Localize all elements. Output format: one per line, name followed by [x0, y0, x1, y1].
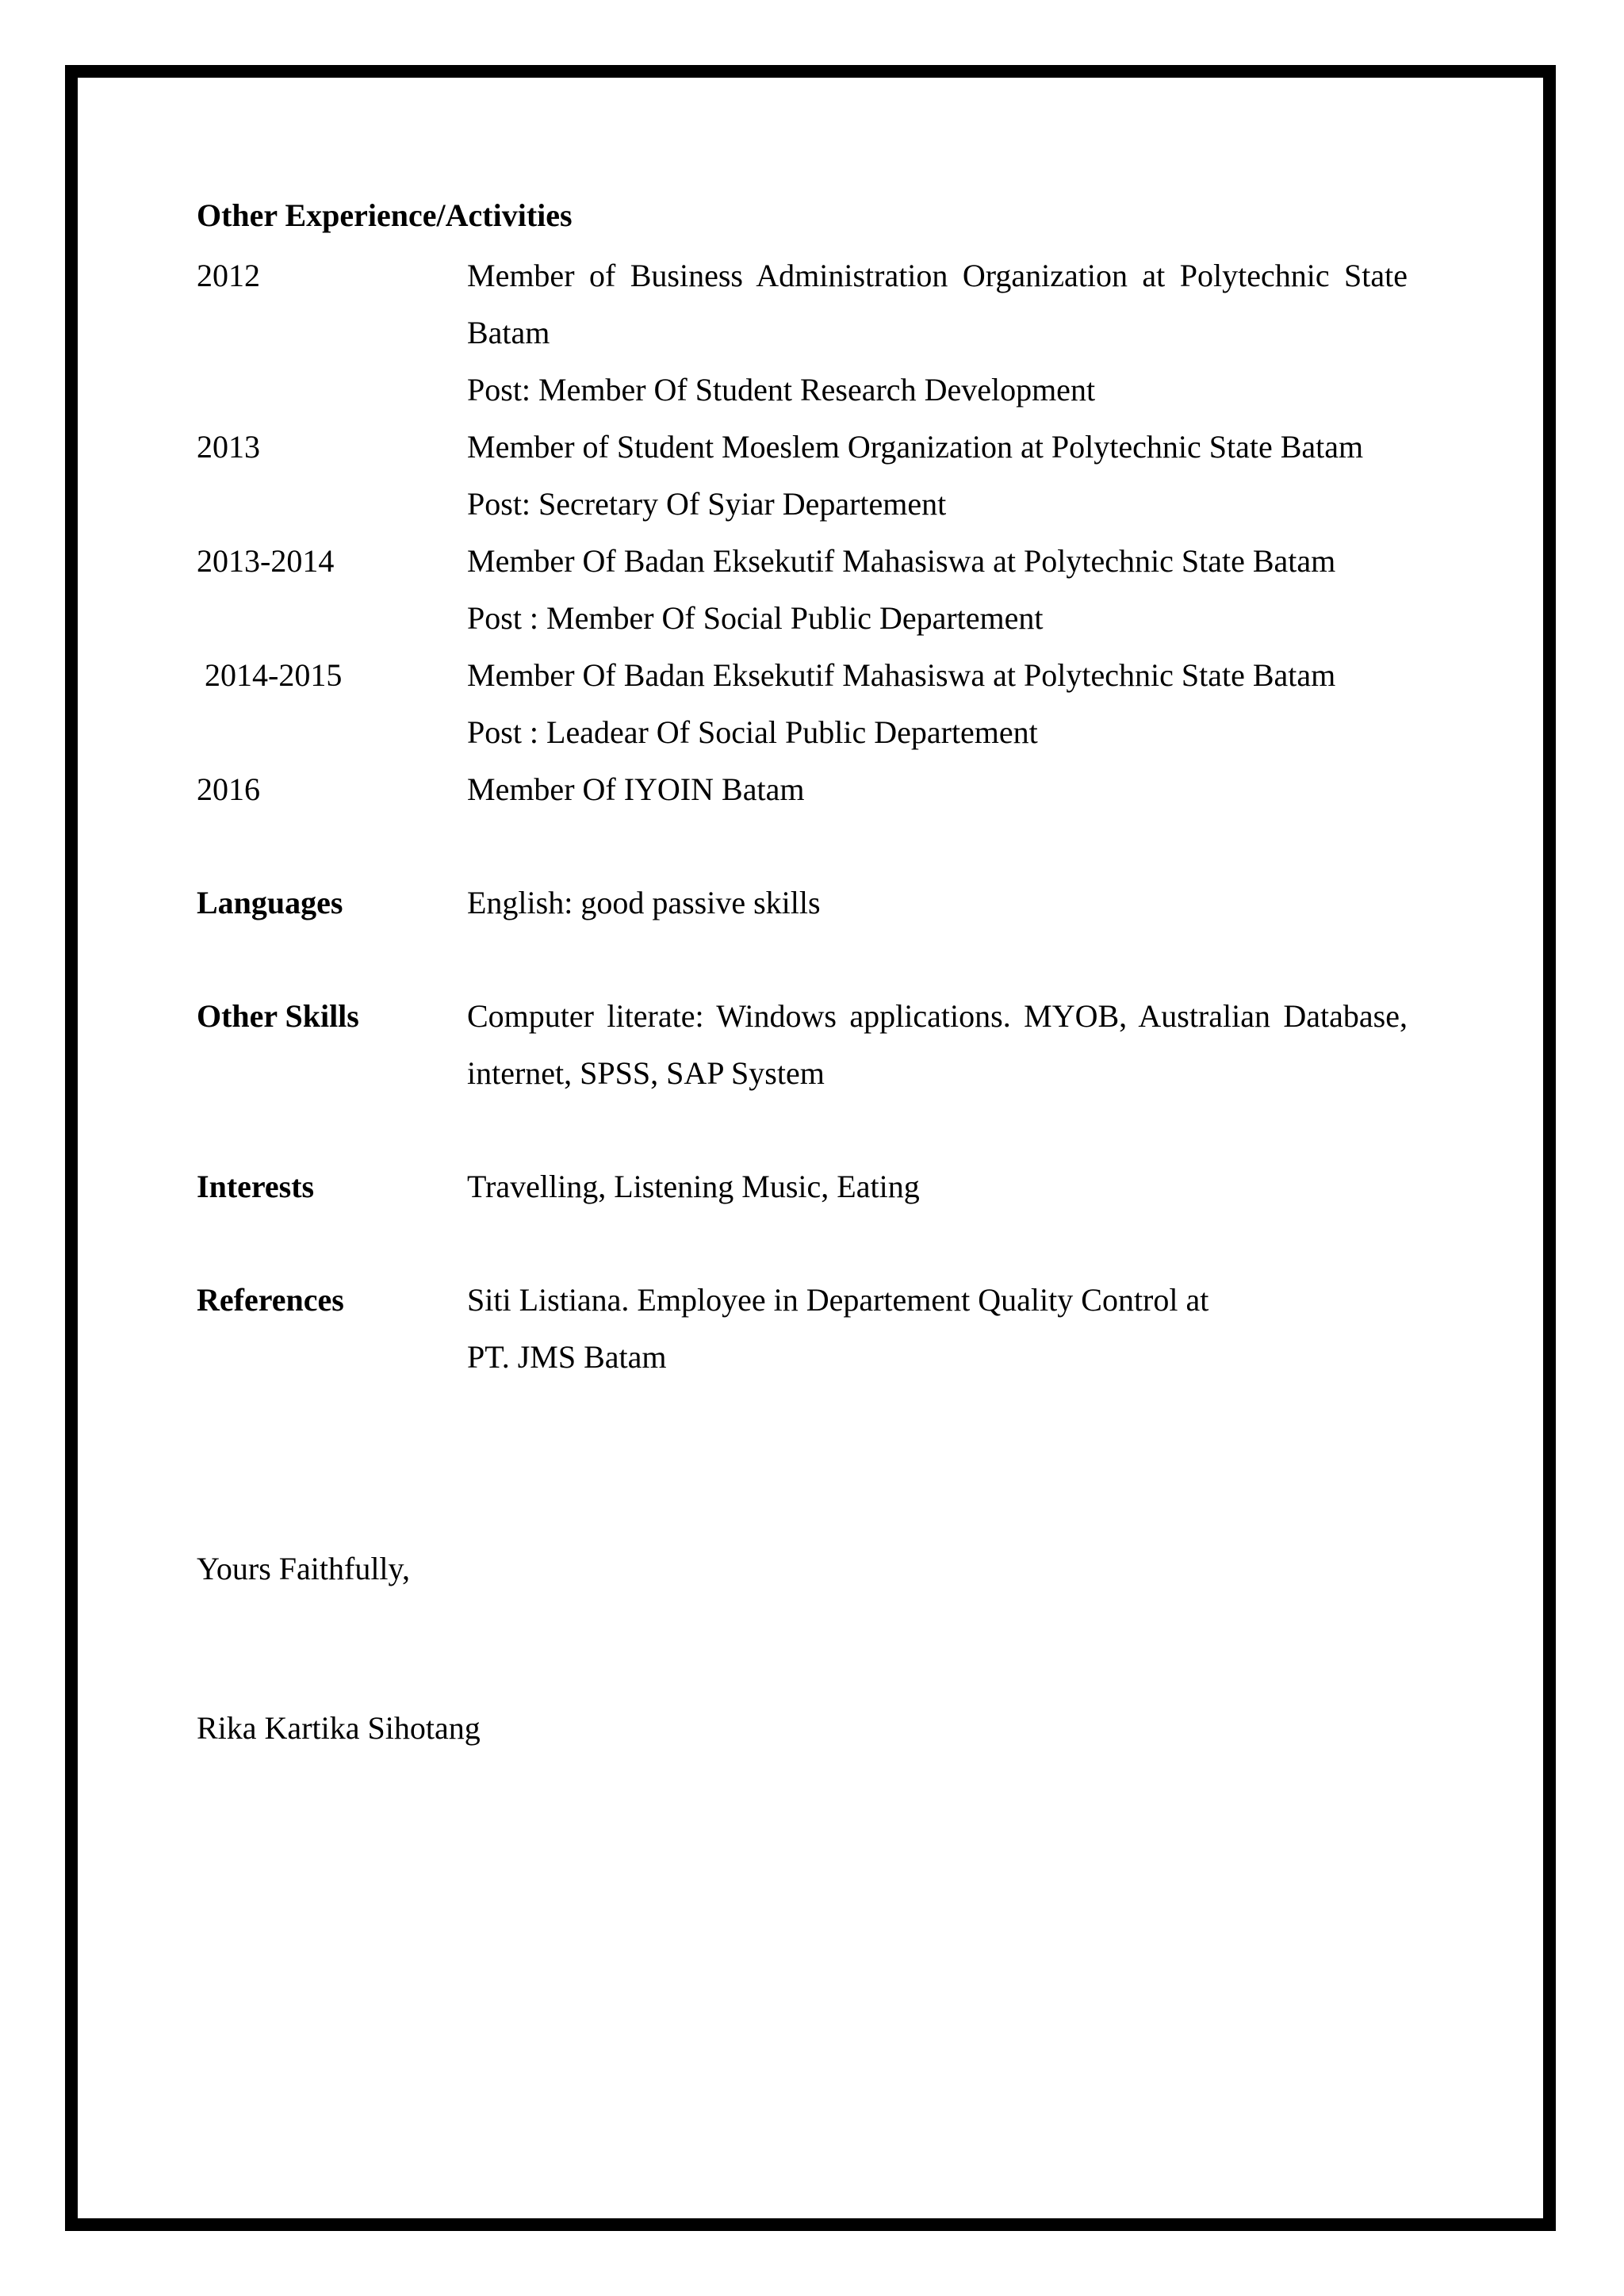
references-label: References	[197, 1282, 344, 1318]
experience-entry	[197, 419, 1434, 533]
experience-entry	[197, 533, 1434, 647]
experience-description	[467, 247, 1408, 419]
other-skills-value	[467, 988, 1408, 1102]
experience-year: 2012	[197, 258, 260, 293]
experience-description	[467, 533, 1408, 647]
experience-description	[467, 647, 1408, 761]
other-skills-row	[197, 988, 1434, 1102]
references-line: Siti Listiana. Employee in Departement Quality Control at	[467, 1282, 1209, 1318]
section-spacer	[197, 818, 1434, 874]
references-value	[467, 1272, 1408, 1386]
experience-line: Member Of Badan Eksekutif Mahasiswa at Polytechnic State Batam	[467, 543, 1336, 579]
experience-line: Member of Business Administration Organization at Polytechnic State	[467, 258, 1408, 293]
experience-description	[467, 761, 1408, 818]
experience-post: Post : Leadear Of Social Public Departement	[467, 714, 1038, 750]
references-row	[197, 1272, 1434, 1386]
interests-label: Interests	[197, 1169, 315, 1204]
languages-value: English: good passive skills	[467, 885, 821, 920]
experience-post: Post : Member Of Social Public Departement	[467, 600, 1044, 636]
experience-entry	[197, 647, 1434, 761]
experience-line: Batam	[467, 315, 550, 350]
experience-description	[467, 419, 1408, 533]
experience-year: 2013-2014	[197, 543, 335, 579]
other-skills-line: Computer literate: Windows applications. MYOB, Australian Database,	[467, 998, 1408, 1034]
experience-year: 2016	[197, 771, 260, 807]
experience-entry	[197, 761, 1434, 818]
experience-line: Member of Student Moeslem Organization at Polytechnic State Batam	[467, 429, 1364, 465]
section-spacer	[197, 1102, 1434, 1158]
experience-heading: Other Experience/Activities	[197, 197, 573, 233]
section-spacer	[197, 932, 1434, 988]
section-spacer	[197, 1215, 1434, 1272]
languages-label: Languages	[197, 885, 343, 920]
interests-value: Travelling, Listening Music, Eating	[467, 1169, 920, 1204]
closing-salutation: Yours Faithfully,	[197, 1551, 410, 1586]
other-skills-label: Other Skills	[197, 998, 359, 1034]
experience-year: 2013	[197, 429, 260, 465]
interests-row	[197, 1158, 1434, 1215]
references-line: PT. JMS Batam	[467, 1339, 667, 1375]
experience-line: Member Of IYOIN Batam	[467, 771, 805, 807]
experience-line: Member Of Badan Eksekutif Mahasiswa at Polytechnic State Batam	[467, 657, 1336, 693]
experience-post: Post: Secretary Of Syiar Departement	[467, 486, 947, 522]
languages-row	[197, 874, 1434, 932]
experience-year: 2014-2015	[205, 657, 343, 693]
cv-content	[197, 187, 1434, 1386]
other-skills-line: internet, SPSS, SAP System	[467, 1055, 825, 1091]
signature-name: Rika Kartika Sihotang	[197, 1710, 481, 1746]
experience-post: Post: Member Of Student Research Development	[467, 372, 1096, 408]
experience-entry	[197, 247, 1434, 419]
